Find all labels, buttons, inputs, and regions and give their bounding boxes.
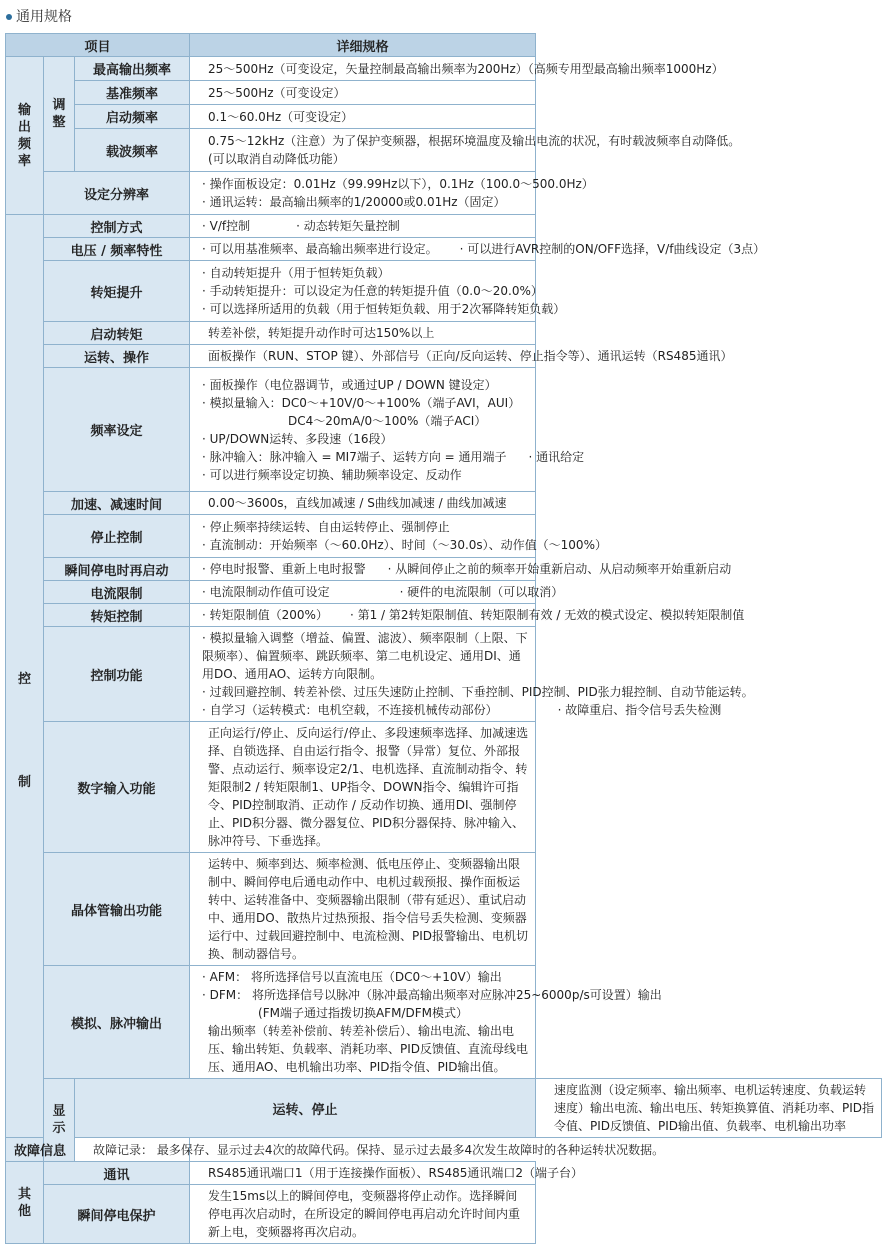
row-label: 控制方式 (44, 215, 190, 238)
bullet-icon (6, 14, 12, 20)
row-label: 通讯 (44, 1162, 190, 1185)
table-row (6, 322, 882, 345)
group-output-frequency: 输出频率 (6, 57, 44, 215)
table-row (6, 515, 882, 558)
row-detail: · 停止频率持续运转、自由运转停止、强制停止 · 直流制动：开始频率（～60.0Hz）、时间（～30.0s）、动作值（～100%） (190, 515, 536, 558)
row-label: 载波频率 (75, 129, 190, 172)
row-detail: · 自动转矩提升（用于恒转矩负载） · 手动转矩提升：可以设定为任意的转矩提升值（0.0～20.0%） · 可以选择所适用的负载（用于恒转矩负载、用于2次幂降转矩负载） (190, 261, 536, 322)
row-label: 模拟、脉冲输出 (44, 966, 190, 1079)
table-row (6, 492, 882, 515)
table-row (6, 368, 882, 492)
table-row (6, 1162, 882, 1185)
row-detail: · 电流限制动作值可设定 · 硬件的电流限制（可以取消） (190, 581, 536, 604)
row-label: 启动频率 (75, 105, 190, 129)
table-row (6, 129, 882, 172)
section-title-text: 通用规格 (16, 9, 72, 25)
table-row (6, 1138, 882, 1162)
table-row (6, 57, 882, 81)
table-row (6, 1185, 882, 1244)
group-adjust: 调整 (44, 57, 75, 172)
row-detail: 运转中、频率到达、频率检测、低电压停止、变频器输出限制中、瞬间停电后通电动作中、电机过载预报、操作面板运转中、运转准备中、变频器输出限制（带有延迟）、重试启动中、通用DO、散热片过热预报、指令信号丢失检测、变频器运行中、过载回避控制中、电流检测、PID报警输出、电机切换、制动器信号。 (190, 853, 536, 966)
row-label: 运转、停止 (75, 1079, 536, 1138)
row-detail: · 面板操作（电位器调节，或通过UP / DOWN 键设定） · 模拟量输入：DC0～+10V/0～+100%（端子AVI，AUI） DC4～20mA/0～100%（端子ACI） · UP/DOWN运转、多段速（16段） · 脉冲输入：脉冲输入 = MI7端子、运转方向 = 通用端子 · 通讯给定 · 可以进行频率设定切换、辅助频率设定、反动作 (190, 368, 536, 492)
group-display: 显示 (44, 1079, 75, 1162)
row-detail: · V/f控制 · 动态转矩矢量控制 (190, 215, 536, 238)
table-row (6, 604, 882, 627)
row-label: 设定分辨率 (44, 172, 190, 215)
table-row (6, 261, 882, 322)
table-row (6, 81, 882, 105)
table-row (6, 722, 882, 853)
group-control: 控 制 (6, 215, 44, 1138)
row-detail: · 停电时报警、重新上电时报警 · 从瞬间停止之前的频率开始重新启动、从启动频率开始重新启动 (190, 558, 536, 581)
table-row (6, 215, 882, 238)
row-detail: · 操作面板设定：0.01Hz（99.99Hz以下），0.1Hz（100.0～500.0Hz） · 通讯运转：最高输出频率的1/20000或0.01Hz（固定） (190, 172, 536, 215)
group-other: 其他 (6, 1162, 44, 1244)
row-label: 加速、减速时间 (44, 492, 190, 515)
row-detail: 0.1～60.0Hz（可变设定） (190, 105, 536, 129)
row-label: 数字输入功能 (44, 722, 190, 853)
row-detail: 面板操作（RUN、STOP 键）、外部信号（正向/反向运转、停止指令等）、通讯运转（RS485通讯） (190, 345, 536, 368)
table-header-row (6, 34, 882, 57)
table-row (6, 581, 882, 604)
row-detail: · 可以用基准频率、最高输出频率进行设定。 · 可以进行AVR控制的ON/OFF选择，V/f曲线设定（3点） (190, 238, 536, 261)
table-row (6, 627, 882, 722)
table-row (6, 966, 882, 1079)
table-row (6, 853, 882, 966)
row-detail: 25～500Hz（可变设定） (190, 81, 536, 105)
row-label: 频率设定 (44, 368, 190, 492)
spec-table (5, 33, 882, 1244)
row-label: 基准频率 (75, 81, 190, 105)
row-label: 电流限制 (44, 581, 190, 604)
table-row (6, 1079, 882, 1138)
row-label: 瞬间停电保护 (44, 1185, 190, 1244)
row-detail: 正向运行/停止、反向运行/停止、多段速频率选择、加减速选择、自锁选择、自由运行指令、报警（异常）复位、外部报警、点动运行、频率设定2/1、电机选择、直流制动指令、转矩限制2 / 转矩限制1、UP指令、DOWN指令、编辑许可指令、PID控制取消、正动作 / 反动作切换、通用DI、强制停止、PID积分器、微分器复位、PID积分器保持、脉冲输入、脉冲符号、下垂选择。 (190, 722, 536, 853)
row-detail: 0.00～3600s，直线加减速 / S曲线加减速 / 曲线加减速 (190, 492, 536, 515)
row-label: 最高输出频率 (75, 57, 190, 81)
row-label: 启动转矩 (44, 322, 190, 345)
row-detail: 故障记录： 最多保存、显示过去4次的故障代码。保持、显示过去最多4次发生故障时的各种运转状况数据。 (75, 1138, 190, 1162)
row-label: 转矩提升 (44, 261, 190, 322)
row-detail: · AFM： 将所选择信号以直流电压（DC0～+10V）输出 · DFM： 将所选择信号以脉冲（脉冲最高输出频率对应脉冲25~6000p/s可设置）输出 (FM端子通过指拨切换AFM/DFM模式） 输出频率（转差补偿前、转差补偿后）、输出电流、输出电压、输出转矩、负载率、消耗功率、PID反馈值、直流母线电压、通用AO、电机输出功率、PID指令值、PID输出值。 (190, 966, 536, 1079)
header-detail: 详细规格 (190, 34, 536, 57)
row-detail: 0.75～12kHz（注意）为了保护变频器，根据环境温度及输出电流的状况，有时载波频率自动降低。 (可以取消自动降低功能） (190, 129, 536, 172)
table-row (6, 345, 882, 368)
table-row (6, 105, 882, 129)
row-detail: · 模拟量输入调整（增益、偏置、滤波）、频率限制（上限、下限频率）、偏置频率、跳跃频率、第二电机设定、通用DI、通用DO、通用AO、运转方向限制。 · 过载回避控制、转差补偿、过压失速防止控制、下垂控制、PID控制、PID张力辊控制、自动节能运转。 · 自学习（运转模式：电机空载，不连接机械传动部份） · 故障重启、指令信号丢失检测 (190, 627, 536, 722)
row-label: 运转、操作 (44, 345, 190, 368)
row-label: 电压 / 频率特性 (44, 238, 190, 261)
table-row (6, 172, 882, 215)
header-item: 项目 (6, 34, 190, 57)
row-detail: · 转矩限制值（200%） · 第1 / 第2转矩限制值、转矩限制有效 / 无效的模式设定、模拟转矩限制值 (190, 604, 536, 627)
row-detail: RS485通讯端口1（用于连接操作面板）、RS485通讯端口2（端子台） (190, 1162, 536, 1185)
table-row (6, 238, 882, 261)
section-title (6, 6, 72, 26)
row-label: 控制功能 (44, 627, 190, 722)
row-detail: 发生15ms以上的瞬间停电，变频器将停止动作。选择瞬间停电再次启动时，在所设定的瞬间停电再启动允许时间内重新上电，变频器将再次启动。 (190, 1185, 536, 1244)
row-detail: 转差补偿，转矩提升动作时可达150%以上 (190, 322, 536, 345)
table-row (6, 558, 882, 581)
row-detail: 速度监测（设定频率、输出频率、电机运转速度、负载运转速度）输出电流、输出电压、转矩换算值、消耗功率、PID指令值、PID反馈值、PID输出值、负载率、电机输出功率 (536, 1079, 882, 1138)
row-label: 转矩控制 (44, 604, 190, 627)
row-label: 停止控制 (44, 515, 190, 558)
row-label: 瞬间停电时再启动 (44, 558, 190, 581)
row-label: 晶体管输出功能 (44, 853, 190, 966)
row-label: 故障信息 (6, 1138, 75, 1162)
row-detail: 25～500Hz（可变设定，矢量控制最高输出频率为200Hz）（高频专用型最高输出频率1000Hz） (190, 57, 536, 81)
